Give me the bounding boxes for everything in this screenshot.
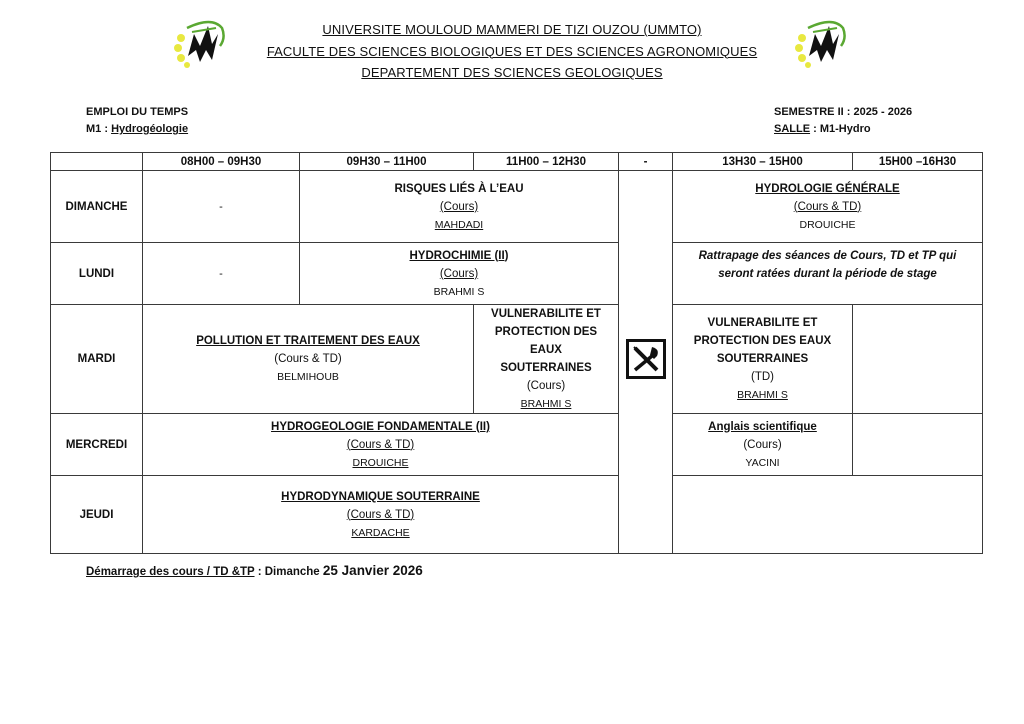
day-lundi: LUNDI <box>51 243 143 305</box>
footer-label: Démarrage des cours / TD &TP <box>86 566 255 578</box>
course-teacher: YACINI <box>745 456 780 469</box>
room-line <box>774 121 912 138</box>
course-title: HYDRODYNAMIQUE SOUTERRAINE <box>281 490 480 503</box>
course-title-line: PROTECTION DES EAUX <box>693 335 832 347</box>
day-dimanche: DIMANCHE <box>51 171 143 243</box>
level-value: Hydrogéologie <box>111 123 189 135</box>
course-title: POLLUTION ET TRAITEMENT DES EAUX <box>196 335 420 347</box>
jeudi-empty-slot <box>673 476 983 554</box>
room-value: : M1-Hydro <box>810 123 871 135</box>
semester-line: SEMESTRE II : 2025 - 2026 <box>774 106 913 118</box>
course-title-line: SOUTERRAINES <box>716 353 809 365</box>
course-title-line: PROTECTION DES EAUX <box>494 326 598 356</box>
lunch-break-cell <box>619 171 673 554</box>
course-risques <box>300 171 619 243</box>
footer-sep: : Dimanche <box>254 566 323 578</box>
course-type: (Cours & TD) <box>793 200 862 213</box>
time-slot-4: 13H30 – 15H00 <box>673 153 853 171</box>
department-name: DEPARTEMENT DES SCIENCES GEOLOGIQUES <box>361 65 663 80</box>
level-line <box>86 121 188 138</box>
room-label: SALLE <box>774 123 811 135</box>
course-type: (TD) <box>751 371 774 383</box>
course-type: (Cours & TD) <box>346 508 415 521</box>
note-line-2: seront ratées durant la période de stage <box>718 268 937 280</box>
day-mercredi: MERCREDI <box>51 414 143 476</box>
course-teacher: KARDACHE <box>351 526 410 539</box>
timetable <box>50 152 983 554</box>
course-title-line: SOUTERRAINES <box>500 362 592 374</box>
course-teacher: BRAHMI S <box>433 285 485 298</box>
mercredi-empty-slot <box>853 414 983 476</box>
course-title: Anglais scientifique <box>708 420 817 433</box>
course-title: HYDROGEOLOGIE FONDAMENTALE (II) <box>271 420 490 433</box>
dimanche-slot1: - <box>143 171 300 243</box>
course-teacher: BELMIHOUB <box>277 371 339 383</box>
course-pollution <box>143 305 474 414</box>
course-anglais <box>673 414 853 476</box>
course-vulnerabilite-td <box>673 305 853 414</box>
lundi-slot1: - <box>143 243 300 305</box>
course-type: (Cours) <box>439 200 479 213</box>
time-slot-1: 08H00 – 09H30 <box>143 153 300 171</box>
course-hydrologie <box>673 171 983 243</box>
time-header-row <box>51 153 983 171</box>
time-slot-lunch: - <box>619 153 673 171</box>
row-mardi <box>51 305 983 414</box>
course-hydrochimie <box>300 243 619 305</box>
corner-cell <box>51 153 143 171</box>
row-dimanche <box>51 171 983 243</box>
course-title: RISQUES LIÉS À L’EAU <box>394 182 524 195</box>
course-type: (Cours) <box>439 267 479 280</box>
level-prefix: M1 : <box>86 123 112 135</box>
course-vulnerabilite-cours <box>474 305 619 414</box>
start-date-footer <box>86 563 423 578</box>
course-teacher: DROUICHE <box>799 218 856 231</box>
row-lundi <box>51 243 983 305</box>
time-slot-2: 09H30 – 11H00 <box>300 153 474 171</box>
course-title-line: VULNERABILITE ET <box>491 308 601 320</box>
timetable-title: EMPLOI DU TEMPS <box>86 106 189 118</box>
faculty-name: FACULTE DES SCIENCES BIOLOGIQUES ET DES SCIENCES AGRONOMIQUES <box>266 43 758 59</box>
course-teacher: BRAHMI S <box>737 389 788 401</box>
time-slot-3: 11H00 – 12H30 <box>474 153 619 171</box>
course-type: (Cours) <box>743 438 782 451</box>
cutlery-icon <box>626 339 666 379</box>
course-teacher: MAHDADI <box>434 218 484 231</box>
meta-right <box>774 104 912 138</box>
meta-left <box>86 104 188 138</box>
course-type: (Cours & TD) <box>274 353 342 365</box>
university-name: UNIVERSITE MOULOUD MAMMERI DE TIZI OUZOU (UMMTO) <box>322 22 702 37</box>
course-type: (Cours & TD) <box>346 438 415 451</box>
start-date: 25 Janvier 2026 <box>322 563 423 578</box>
day-mardi: MARDI <box>51 305 143 414</box>
course-hydrodynamique <box>143 476 619 554</box>
course-teacher: DROUICHE <box>352 456 409 469</box>
catchup-note <box>673 243 983 305</box>
row-mercredi <box>51 414 983 476</box>
course-title-line: VULNERABILITE ET <box>707 317 818 329</box>
day-jeudi: JEUDI <box>51 476 143 554</box>
mardi-empty-slot <box>853 305 983 414</box>
note-line-1: Rattrapage des séances de Cours, TD et TP qui <box>698 250 957 262</box>
course-type: (Cours) <box>526 380 566 392</box>
course-hydrogeologie <box>143 414 619 476</box>
course-title: HYDROLOGIE GÉNÉRALE <box>755 182 900 195</box>
document-header <box>200 19 824 84</box>
time-slot-5: 15H00 –16H30 <box>853 153 983 171</box>
course-title: HYDROCHIMIE (II) <box>409 249 509 262</box>
course-teacher: BRAHMI S <box>520 398 572 410</box>
row-jeudi <box>51 476 983 554</box>
